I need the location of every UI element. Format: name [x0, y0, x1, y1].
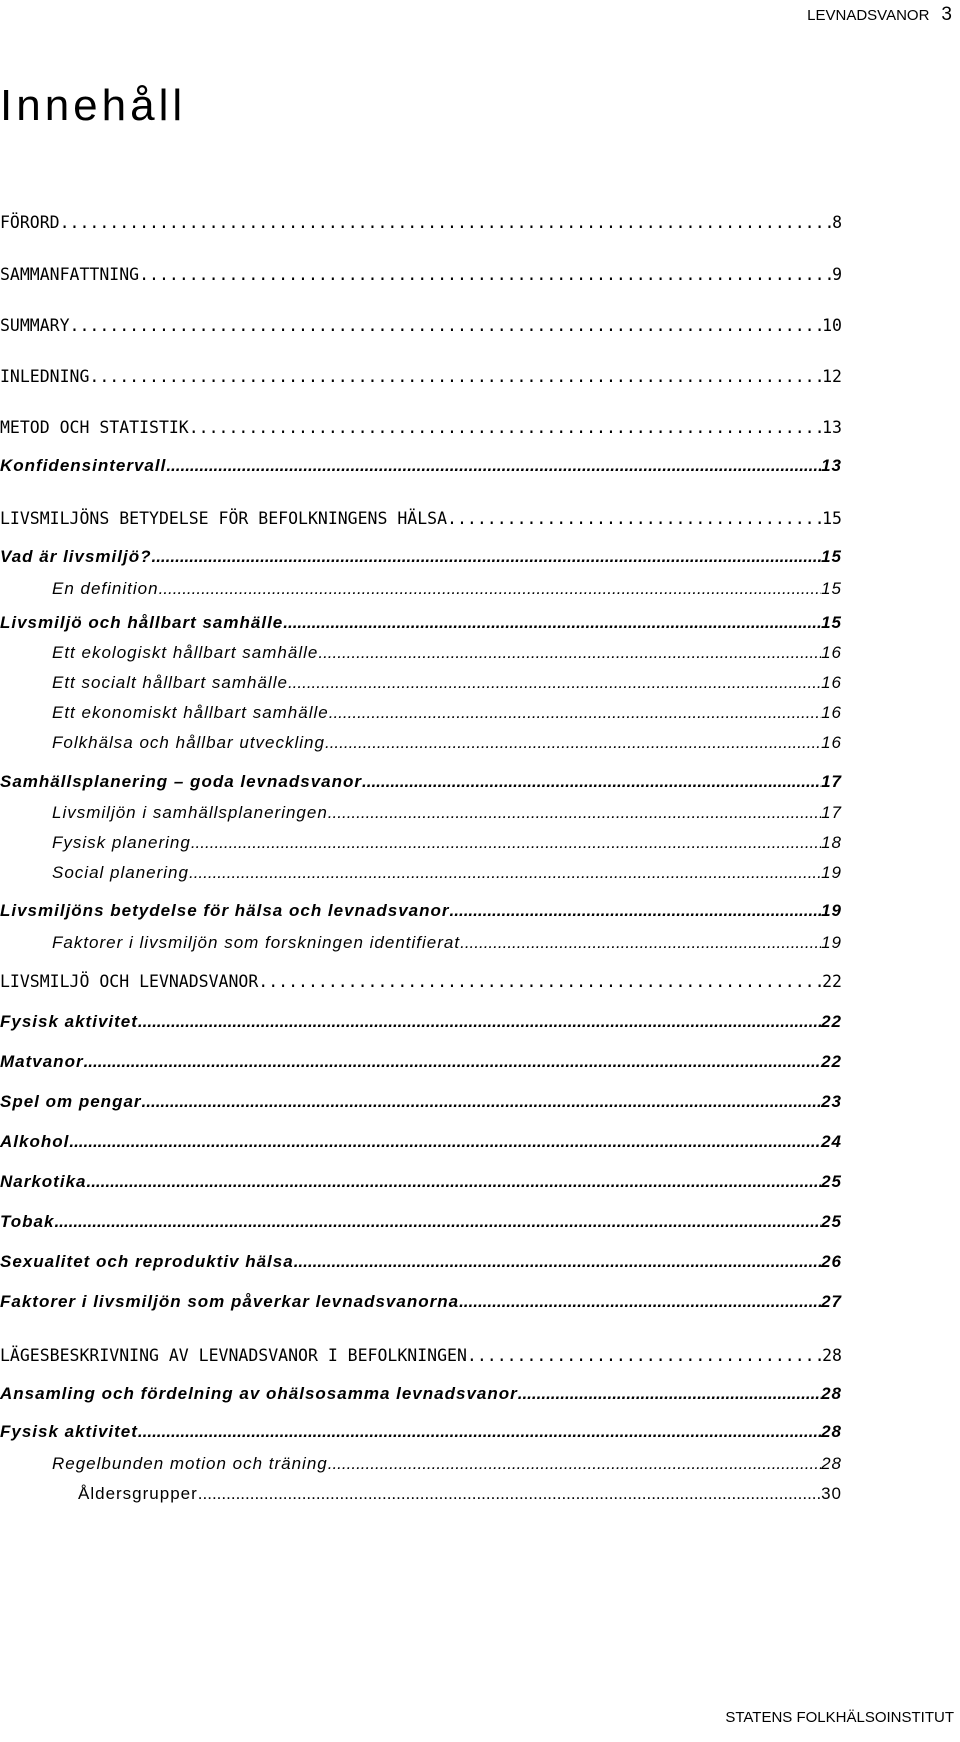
toc-entry-title: METOD OCH STATISTIK: [0, 418, 189, 437]
toc-entry-page: 9: [832, 265, 842, 284]
dot-leader: [54, 1211, 821, 1233]
toc-entry-page: 28: [821, 1454, 842, 1473]
toc-entry-page: 13: [821, 456, 842, 475]
dot-leader: [139, 264, 832, 286]
toc-entry-title: Ansamling och fördelning av ohälsosamma levnadsvanor: [0, 1384, 518, 1403]
toc-entry[interactable]: [0, 1345, 842, 1367]
toc-entry-title: Regelbunden motion och träning: [52, 1454, 328, 1473]
toc-entry[interactable]: [0, 771, 842, 793]
dot-leader: [69, 1131, 821, 1153]
toc-entry-title: Spel om pengar: [0, 1092, 142, 1111]
dot-leader: [362, 771, 821, 793]
toc-entry-title: Matvanor: [0, 1052, 84, 1071]
footer-publisher: STATENS FOLKHÄLSOINSTITUT: [725, 1709, 954, 1726]
dot-leader: [283, 612, 821, 634]
dot-leader: [294, 1251, 821, 1273]
toc-entry-page: 23: [821, 1092, 842, 1111]
toc-entry-page: 22: [821, 1012, 842, 1031]
toc-entry-page: 17: [821, 803, 842, 822]
toc-entry-title: SAMMANFATTNING: [0, 265, 140, 284]
toc-entry[interactable]: [0, 1131, 842, 1153]
toc-entry[interactable]: [0, 642, 842, 664]
dot-leader: [258, 971, 822, 993]
toc-entry[interactable]: [0, 900, 842, 922]
toc-entry[interactable]: [0, 1091, 842, 1113]
toc-entry[interactable]: [0, 802, 842, 824]
toc-entry-title: SUMMARY: [0, 316, 70, 335]
toc-entry-page: 16: [821, 643, 842, 662]
page-number: 3: [941, 4, 952, 25]
toc-entry-title: Livsmiljön i samhällsplaneringen: [52, 803, 328, 822]
toc-entry-title: INLEDNING: [0, 367, 90, 386]
toc-entry-title: Social planering: [52, 863, 189, 882]
toc-entry[interactable]: [0, 612, 842, 634]
dot-leader: [288, 672, 821, 694]
toc-entry[interactable]: [0, 1421, 842, 1443]
toc-entry-title: Sexualitet och reproduktiv hälsa: [0, 1252, 294, 1271]
toc-entry-title: Samhällsplanering – goda levnadsvanor: [0, 772, 362, 791]
toc-entry-page: 16: [821, 673, 842, 692]
toc-entry-title: Alkohol: [0, 1132, 70, 1151]
toc-entry-page: 25: [821, 1172, 842, 1191]
toc-entry-title: Konfidensintervall: [0, 456, 167, 475]
dot-leader: [159, 578, 822, 600]
toc-entry[interactable]: [0, 1011, 842, 1033]
dot-leader: [460, 932, 821, 954]
toc-entry-page: 18: [821, 833, 842, 852]
toc-entry[interactable]: [0, 1291, 842, 1313]
toc-entry[interactable]: [0, 212, 842, 234]
toc-entry-page: 16: [821, 733, 842, 752]
dot-leader: [198, 1483, 821, 1505]
toc-entry-title: Livsmiljö och hållbart samhälle: [0, 613, 284, 632]
toc-entry-title: Vad är livsmiljö?: [0, 547, 152, 566]
toc-entry-page: 13: [822, 418, 842, 437]
toc-entry-page: 27: [821, 1292, 842, 1311]
toc-entry-page: 15: [821, 547, 842, 566]
toc-entry[interactable]: [0, 366, 842, 388]
toc-entry[interactable]: [0, 1171, 842, 1193]
toc-entry[interactable]: [0, 508, 842, 530]
toc-entry-title: LIVSMILJÖNS BETYDELSE FÖR BEFOLKNINGENS HÄLSA: [0, 509, 448, 528]
dot-leader: [138, 1421, 821, 1443]
toc-entry-title: Tobak: [0, 1212, 55, 1231]
running-title: LEVNADSVANOR: [807, 7, 930, 24]
dot-leader: [450, 900, 822, 922]
toc-entry-page: 26: [821, 1252, 842, 1271]
dot-leader: [329, 702, 821, 724]
dot-leader: [467, 1345, 822, 1367]
toc-entry[interactable]: [0, 932, 842, 954]
toc-entry-page: 15: [821, 579, 842, 598]
dot-leader: [325, 732, 821, 754]
toc-entry-page: 19: [821, 933, 842, 952]
toc-entry[interactable]: [0, 672, 842, 694]
toc-entry[interactable]: [0, 702, 842, 724]
toc-entry-title: Folkhälsa och hållbar utveckling: [52, 733, 325, 752]
toc-entry-page: 28: [821, 1422, 842, 1441]
toc-entry[interactable]: [0, 732, 842, 754]
toc-entry[interactable]: [0, 1251, 842, 1273]
toc-entry-page: 15: [821, 613, 842, 632]
dot-leader: [86, 1171, 821, 1193]
toc-entry-page: 15: [822, 509, 842, 528]
dot-leader: [138, 1011, 821, 1033]
toc-entry[interactable]: [0, 315, 842, 337]
dot-leader: [142, 1091, 822, 1113]
dot-leader: [191, 832, 821, 854]
toc-entry-page: 8: [832, 213, 842, 232]
toc-entry-title: En definition: [52, 579, 159, 598]
toc-entry-page: 17: [821, 772, 842, 791]
toc-entry-title: LÄGESBESKRIVNING AV LEVNADSVANOR I BEFOLKNINGEN: [0, 1346, 467, 1365]
toc-entry-page: 19: [821, 901, 842, 920]
dot-leader: [447, 508, 822, 530]
dot-leader: [189, 862, 821, 884]
toc-entry-title: Narkotika: [0, 1172, 87, 1191]
toc-entry[interactable]: [0, 1383, 842, 1405]
toc-entry-title: Fysisk aktivitet: [0, 1422, 138, 1441]
toc-entry-title: LIVSMILJÖ OCH LEVNADSVANOR: [0, 972, 259, 991]
toc-entry[interactable]: [0, 1483, 842, 1505]
dot-leader: [459, 1291, 821, 1313]
dot-leader: [166, 455, 821, 477]
toc-entry-page: 22: [822, 972, 842, 991]
toc-entry-page: 22: [821, 1052, 842, 1071]
toc-entry[interactable]: [0, 578, 842, 600]
toc-entry-page: 16: [821, 703, 842, 722]
dot-leader: [518, 1383, 821, 1405]
toc-entry-title: FÖRORD: [0, 213, 60, 232]
toc-entry-title: Ett ekologiskt hållbart samhälle: [52, 643, 319, 662]
toc-entry-page: 12: [822, 367, 842, 386]
toc-entry-page: 10: [822, 316, 842, 335]
toc-entry-page: 24: [821, 1132, 842, 1151]
toc-entry[interactable]: [0, 546, 842, 568]
toc-entry[interactable]: [0, 1453, 842, 1475]
toc-entry-title: Åldersgrupper: [78, 1484, 198, 1503]
toc-entry-title: Ett ekonomiskt hållbart samhälle: [52, 703, 329, 722]
toc-entry-title: Fysisk planering: [52, 833, 191, 852]
toc-entry-page: 28: [822, 1346, 842, 1365]
toc-entry[interactable]: [0, 971, 842, 993]
dot-leader: [84, 1051, 822, 1073]
toc-entry-page: 19: [821, 863, 842, 882]
toc-entry-page: 25: [821, 1212, 842, 1231]
toc-entry-title: Fysisk aktivitet: [0, 1012, 138, 1031]
toc-entry[interactable]: [0, 455, 842, 477]
dot-leader: [70, 315, 823, 337]
dot-leader: [151, 546, 821, 568]
toc-entry[interactable]: [0, 832, 842, 854]
toc-entry-title: Faktorer i livsmiljön som påverkar levnadsvanorna: [0, 1292, 460, 1311]
page-title: Innehåll: [0, 81, 187, 130]
toc-entry-page: 28: [821, 1384, 842, 1403]
dot-leader: [328, 1453, 821, 1475]
toc-entry[interactable]: [0, 1051, 842, 1073]
toc-entry[interactable]: [0, 417, 842, 439]
toc-entry[interactable]: [0, 862, 842, 884]
dot-leader: [89, 366, 822, 388]
dot-leader: [60, 212, 832, 234]
dot-leader: [189, 417, 822, 439]
toc-entry-page: 30: [821, 1484, 842, 1503]
toc-entry[interactable]: [0, 1211, 842, 1233]
toc-entry-title: Ett socialt hållbart samhälle: [52, 673, 288, 692]
toc-entry-title: Faktorer i livsmiljön som forskningen identifierat: [52, 933, 461, 952]
dot-leader: [328, 802, 821, 824]
toc-entry-title: Livsmiljöns betydelse för hälsa och levnadsvanor: [0, 901, 450, 920]
toc-entry[interactable]: [0, 264, 842, 286]
dot-leader: [318, 642, 821, 664]
